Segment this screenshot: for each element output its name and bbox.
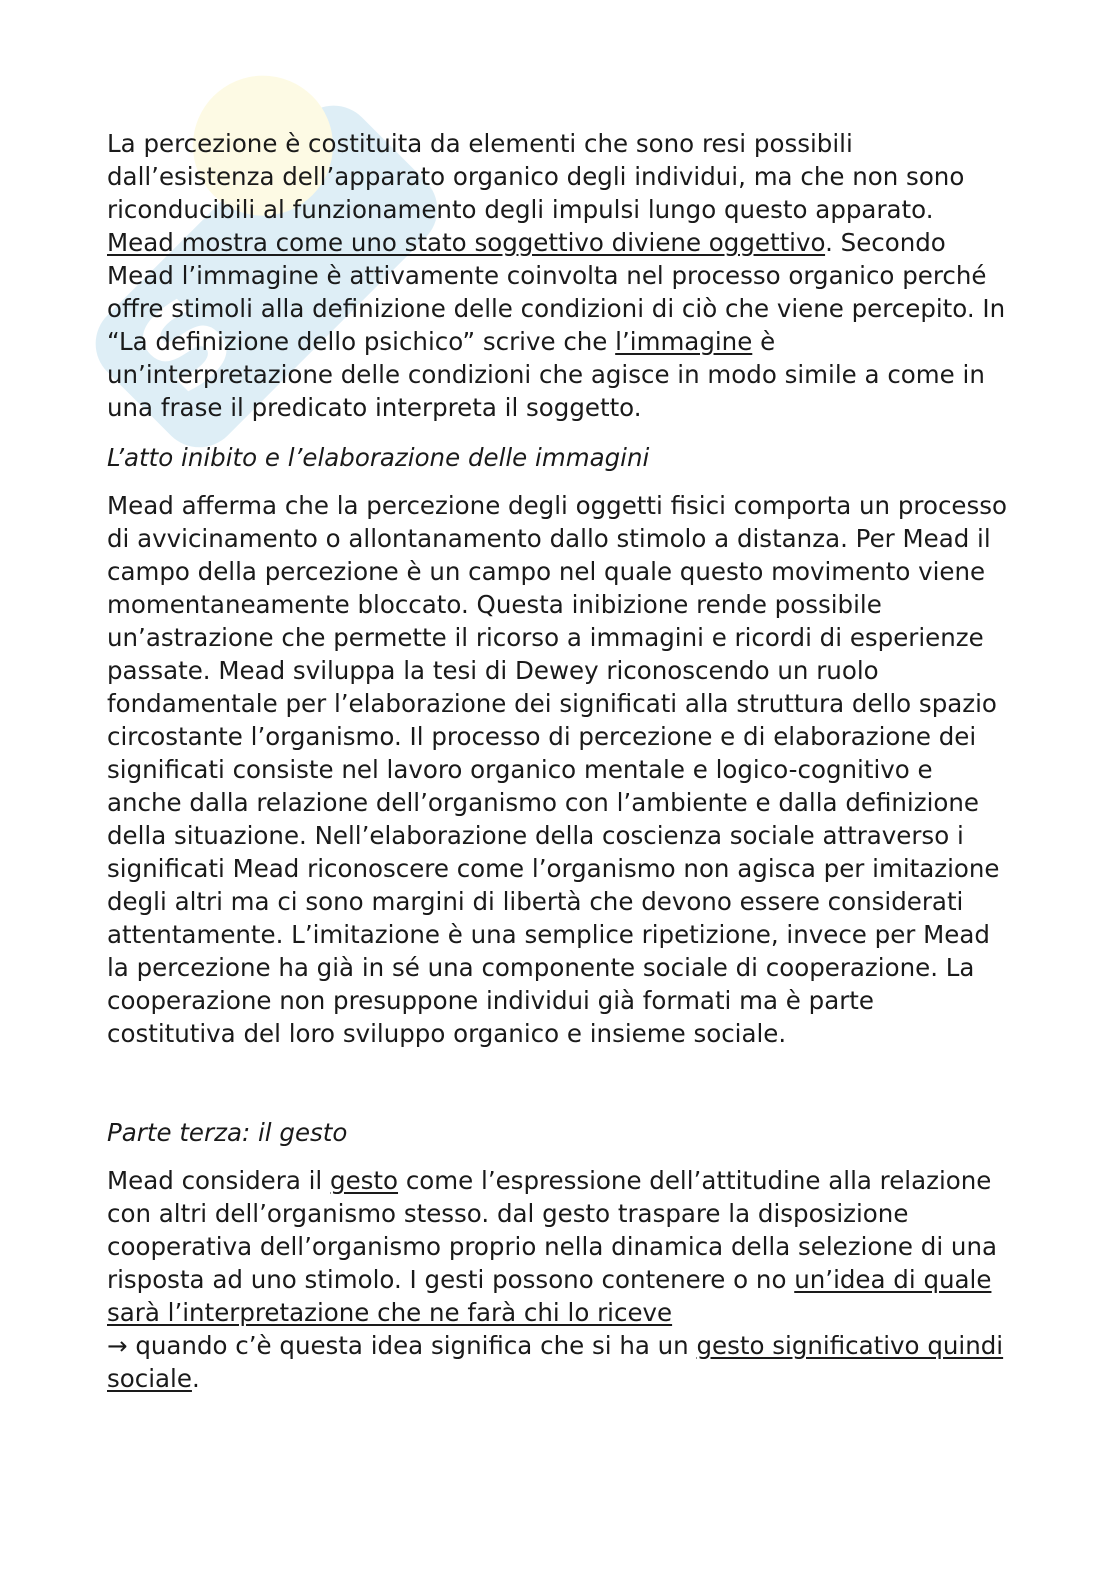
underlined-phrase: l’immagine [615,327,753,356]
paragraph-text: . [191,1364,200,1393]
paragraph-gesture [107,1164,1007,1395]
paragraph-perception [107,127,1007,424]
paragraph-text: . Secondo Mead l’immagine è attivamente coinvolta nel processo organico perché offre stimoli alla definizione delle condizioni di ciò che viene percepito. In “La definizione dello psichico” scrive che [107,228,1006,356]
section-heading-inhibited-act: L’atto inibito e l’elaborazione delle immagini [107,443,650,472]
arrow-icon: → [107,1331,128,1360]
paragraph-text: è un’interpretazione delle condizioni che agisce in modo simile a come in una frase il predicato interpreta il soggetto. [107,327,985,422]
underlined-phrase: gesto [330,1166,399,1195]
paragraph-text: quando c’è questa idea significa che si ha un [127,1331,697,1360]
underlined-phrase: Mead mostra come uno stato soggettivo diviene oggettivo [107,228,826,257]
underlined-phrase: gesto significativo quindi sociale [107,1331,1004,1393]
paragraph-text: Mead considera il [107,1166,331,1195]
svg-text:S: S [113,272,260,419]
underlined-phrase: un’idea di quale sarà l’interpretazione che ne farà chi lo riceve [107,1265,992,1327]
paragraph-text: come l’espressione dell’attitudine alla relazione con altri dell’organismo stesso. dal gesto traspare la disposizione cooperativa dell’organismo proprio nella dinamica della selezione di una risposta ad uno stimolo. I gesti possono contenere o no [107,1166,998,1294]
paragraph-text: La percezione è costituita da elementi che sono resi possibili dall’esistenza dell’apparato organico degli individui, ma che non sono riconducibili al funzionamento degli impulsi lungo questo apparato. [107,129,965,224]
section-heading-gesture: Parte terza: il gesto [107,1118,348,1147]
document-body [107,127,1007,1395]
paragraph-inhibited-act: Mead afferma che la percezione degli oggetti fisici comporta un processo di avvicinamento o allontanamento dallo stimolo a distanza. Per Mead il campo della percezione è un campo nel quale questo movimento viene momentaneamente bloccato. Questa inibizione rende possibile un’astrazione che permette il ricorso a immagini e ricordi di esperienze passate. Mead sviluppa la tesi di Dewey riconoscendo un ruolo fondamentale per l’elaborazione dei significati alla struttura dello spazio circostante l’organismo. Il processo di percezione e di elaborazione dei significati consiste nel lavoro organico mentale e logico-cognitivo e anche dalla relazione dell’organismo con l’ambiente e dalla definizione della situazione. Nell’elaborazione della coscienza sociale attraverso i significati Mead riconoscere come l’organismo non agisca per imitazione degli altri ma ci sono margini di libertà che devono essere considerati attentamente. L’imitazione è una semplice ripetizione, invece per Mead la percezione ha già in sé una componente sociale di cooperazione. La cooperazione non presuppone individui già formati ma è parte costitutiva del loro sviluppo organico e insieme sociale. [107,491,1008,1048]
